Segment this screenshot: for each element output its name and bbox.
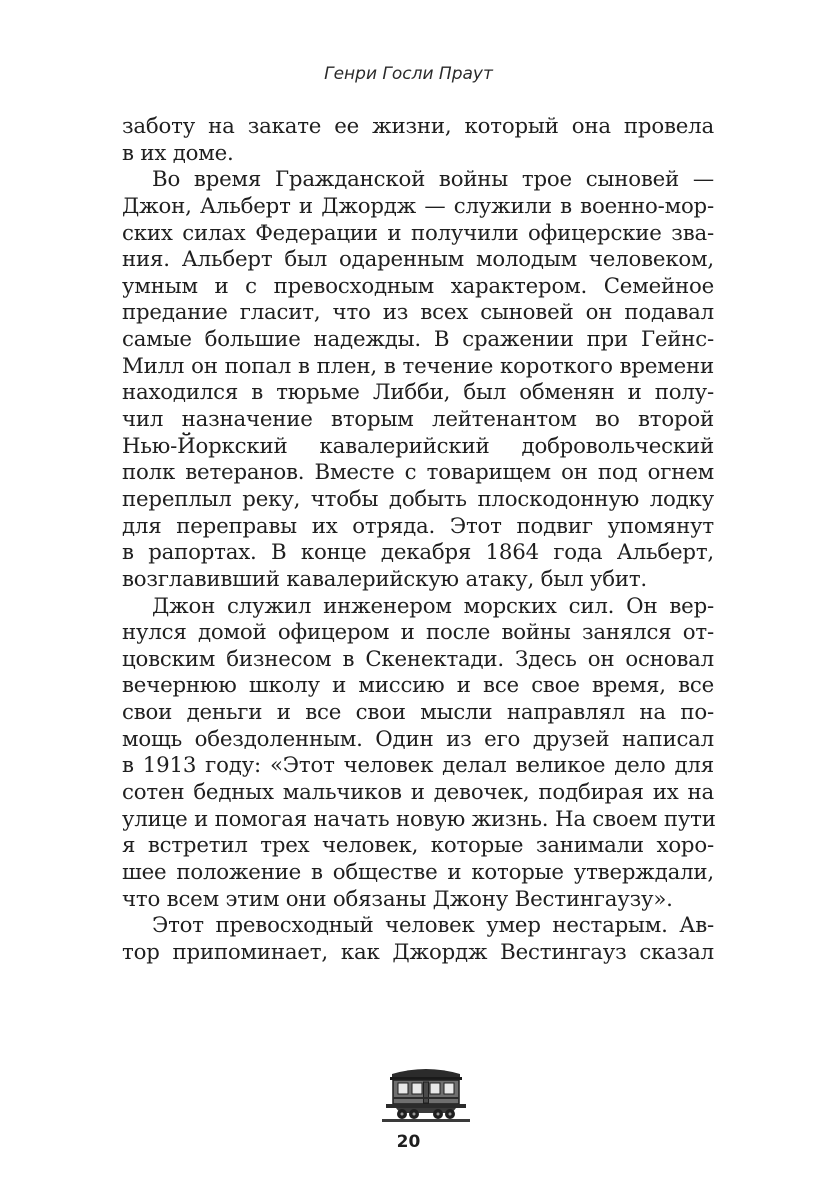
text-line: полк ветеранов. Вместе с товарищем он под огнем bbox=[122, 460, 714, 486]
text-line: для переправы их отряда. Этот подвиг упомянут bbox=[122, 513, 714, 539]
text-line: я встретил трех человек, которые занимали хоро- bbox=[122, 833, 714, 859]
text-line: что всем этим они обязаны Джону Вестингаузу». bbox=[122, 886, 673, 912]
text-line: предание гласит, что из всех сыновей он подавал bbox=[122, 300, 714, 326]
text-line: в их доме. bbox=[122, 140, 234, 166]
text-line: мощь обездоленным. Один из его друзей написал bbox=[122, 726, 714, 752]
text-line: переплыл реку, чтобы добыть плоскодонную лодку bbox=[122, 486, 714, 512]
text-line: чил назначение вторым лейтенантом во второй bbox=[122, 407, 714, 433]
text-line: самые большие надежды. В сражении при Гейнс- bbox=[122, 327, 714, 353]
text-line: цовским бизнесом в Скенектади. Здесь он основал bbox=[122, 646, 714, 672]
text-line: Во время Гражданской войны трое сыновей — bbox=[152, 167, 714, 193]
body-text bbox=[122, 114, 714, 967]
text-line: свои деньги и все свои мысли направлял на по- bbox=[122, 700, 714, 726]
text-line: ния. Альберт был одаренным молодым человеком, bbox=[122, 247, 714, 273]
text-line: улице и помогая начать новую жизнь. На своем пути bbox=[122, 806, 716, 832]
text-line: шее положение в обществе и которые утверждали, bbox=[122, 859, 714, 885]
text-line: вечернюю школу и миссию и все свое время, все bbox=[122, 673, 714, 699]
railcar-ornament bbox=[382, 1064, 470, 1124]
text-line: Милл он попал в плен, в течение короткого времени bbox=[122, 353, 714, 379]
running-head: Генри Госли Праут bbox=[324, 64, 493, 84]
text-line: Джон, Альберт и Джордж — служили в военно-мор- bbox=[122, 193, 714, 219]
text-line: находился в тюрьме Либби, был обменян и полу- bbox=[122, 380, 714, 406]
text-line: в 1913 году: «Этот человек делал великое дело для bbox=[122, 753, 714, 779]
text-line: умным и с превосходным характером. Семейное bbox=[122, 273, 714, 299]
text-line: ских силах Федерации и получили офицерские зва- bbox=[122, 220, 714, 246]
text-line: нулся домой офицером и после войны занялся от- bbox=[122, 620, 714, 646]
page-number: 20 bbox=[396, 1132, 421, 1152]
text-line: Джон служил инженером морских сил. Он вер- bbox=[152, 593, 714, 619]
text-line: Нью-Йоркский кавалерийский добровольческий bbox=[122, 433, 714, 459]
text-line: заботу на закате ее жизни, который она провела bbox=[122, 114, 714, 139]
text-line: сотен бедных мальчиков и девочек, подбирая их на bbox=[122, 780, 714, 806]
text-line: Этот превосходный человек умер нестарым. Ав- bbox=[152, 913, 714, 939]
text-line: в рапортах. В конце декабря 1864 года Альберт, bbox=[122, 540, 714, 566]
text-line: возглавивший кавалерийскую атаку, был убит. bbox=[122, 566, 647, 592]
text-line: тор припоминает, как Джордж Вестингауз сказал bbox=[122, 939, 714, 965]
